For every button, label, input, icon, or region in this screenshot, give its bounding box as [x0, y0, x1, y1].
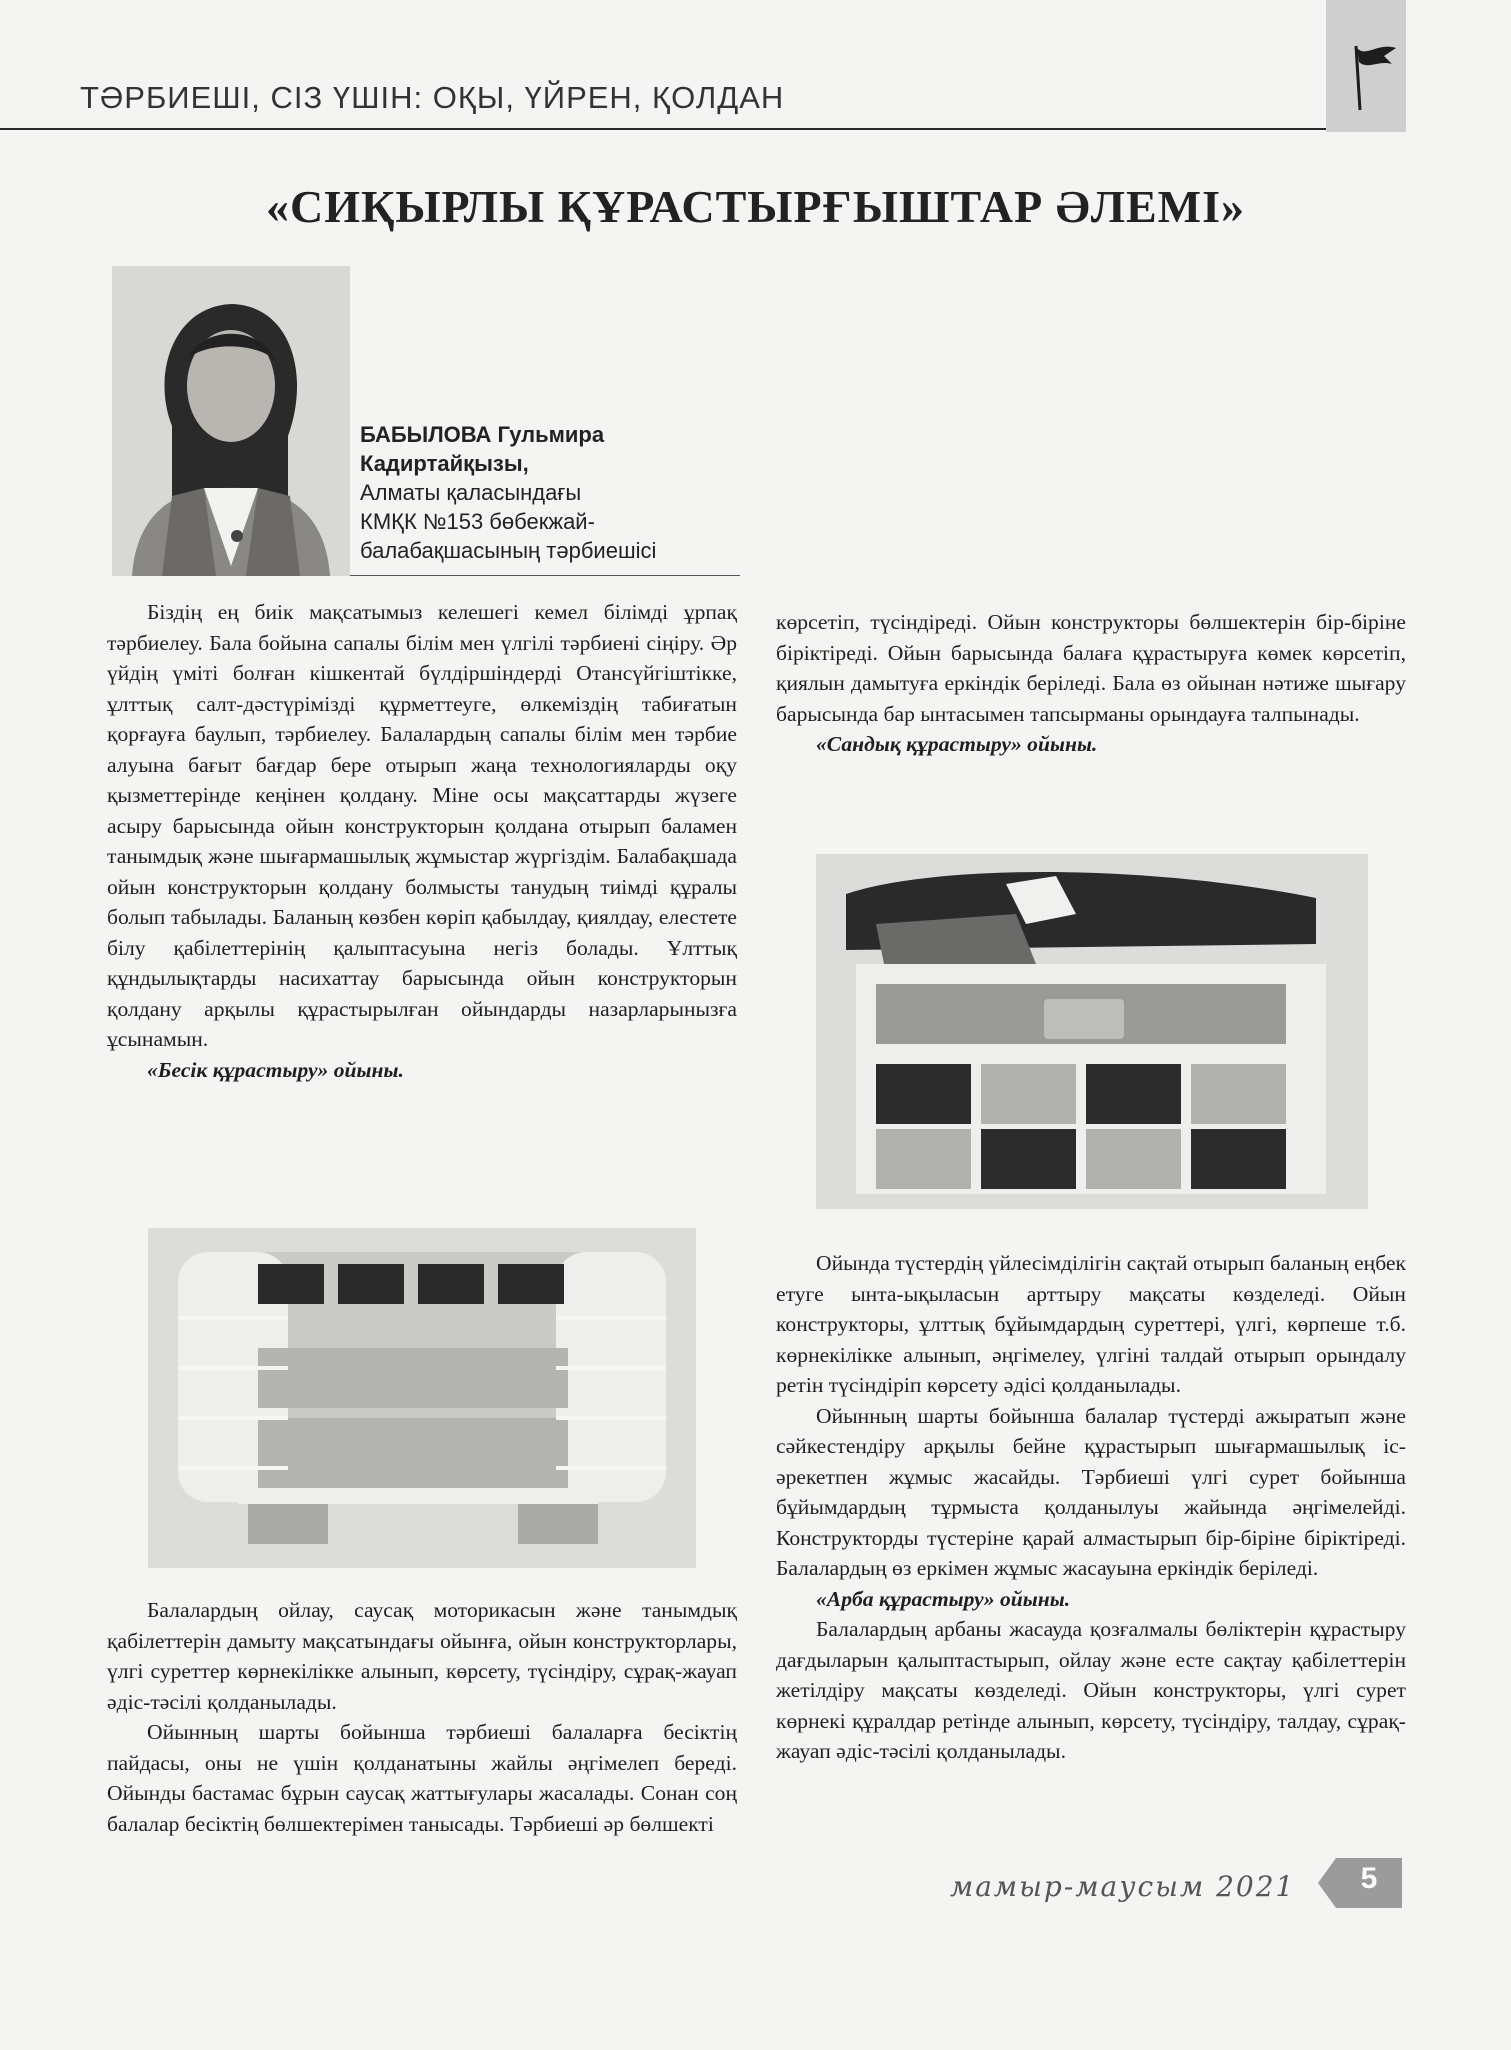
header-rule [0, 128, 1326, 130]
paragraph-6: Ойынның шарты бойынша балалар түстерді ажыратып және сәйкестендіру арқылы бейне құрастырып шығармашылық іс-әрекетпен жұмыс жасайды. Тәрбиеші үлгі сурет бойынша бұйымдардың тұрмыста қолданылуы жайында әңгімелейді. Конструкторды түстеріне қарай алмастырып бір-біріне біріктіреді. Балалардың өз еркімен жұмыс жасауына еркіндік беріледі. [776, 1403, 1406, 1580]
author-affiliation-line2: КМҚК №153 бөбекжай- [360, 509, 595, 534]
author-name-line1: БАБЫЛОВА Гульмира [360, 422, 605, 447]
paragraph-5: Ойында түстердің үйлесімділігін сақтай отырып баланың еңбек етуге ынта-ықыласын арттыру мақсаты көзделеді. Ойын конструкторы, ұлттық бұйымдардың суреттері, үлгі, көрпеше т.б. көрнекілікке алынып, әңгімелеу, үлгіні талдай отырып орындалу ретін түсіндіріп көрсету әдісі қолданылады. [776, 1251, 1406, 1397]
chest-construction-photo [816, 854, 1368, 1209]
author-affiliation-line1: Алматы қаласындағы [360, 480, 582, 505]
subheading-arba: «Арба құрастыру» ойыны. [816, 1586, 1071, 1611]
author-name-line2: Кадиртайқызы, [360, 451, 529, 476]
flag-icon [1326, 38, 1406, 118]
paragraph-3: Ойынның шарты бойынша тәрбиеші балаларға бесіктің пайдасы, оны не үшін қолданатыны жайлы әңгімелеп береді. Ойынды бастамас бұрын саусақ жаттығулары жасалады. Сонан соң балалар бесіктің бөлшектерімен танысады. Тәрбиеші әр бөлшекті [107, 1720, 737, 1836]
cradle-construction-photo [148, 1228, 696, 1568]
subheading-besik: «Бесік құрастыру» ойыны. [147, 1057, 404, 1082]
article-title: «СИҚЫРЛЫ ҚҰРАСТЫРҒЫШТАР ӘЛЕМІ» [266, 181, 1245, 232]
paragraph-7: Балалардың арбаны жасауда қозғалмалы бөліктерін құрастыру дағдыларын қалыптастырып, ойлау және есте сақтау қабілеттерін жетілдіру мақсаты көзделеді. Ойын конструкторы, үлгі сурет көрнекі құралдар ретінде алынып, көрсету, түсіндіру, талдау, сұрақ-жауап әдіс-тәсілі қолданылады. [776, 1617, 1406, 1763]
right-column-bottom [776, 1248, 1406, 1767]
right-column-top [776, 607, 1406, 760]
left-column-bottom [107, 1595, 737, 1839]
author-photo [112, 266, 350, 576]
left-column-top [107, 597, 737, 1085]
page-number-arrow [1318, 1858, 1336, 1908]
paragraph-1: Біздің ең биік мақсатымыз келешегі кемел білімді ұрпақ тәрбиелеу. Бала бойына сапалы білім мен үлгілі тәрбиені сіңіру. Әр үйдің үміті болған кішкентай бүлдіршіндерді Отансүйгіштікке, ұлттық салт-дәстүрімізді құрметтеуге, өлкеміздің табиғатын қорғауға баулып, тәрбиелеу. Балалардың сапалы білім мен тәрбие алуына бағыт бағдар бере отырып жаңа технологияларды оқу қызметтерінде кеңінен қолдану. Міне осы мақсаттарды жүзеге асыру барысында ойын конструкторын қолдана отырып баламен танымдық және шығармашылық жұмыстар жүргіздім. Балабақшада ойын конструкторын қолдану болмысты танудың тиімді құралы болып табылады. Баланың көзбен көріп қабылдау, қиялдау, елестете білу қабілеттерінің қалыптасуына негіз болады. Ұлттық құндылықтарды насихаттау барысында ойын конструкторын қолдану арқылы құрастырылған ойындарды назарларынызға ұсынамын. [107, 600, 737, 1051]
paragraph-4: көрсетіп, түсіндіреді. Ойын конструкторы бөлшектерін бір-біріне біріктіреді. Ойын барысында балаға құрастыруға көмек көрсетіп, қиялын дамытуға еркіндік беріледі. Бала өз ойынан нәтиже шығару барысында бар ынтасымен тапсырманы орындауға талпынады. [776, 610, 1406, 726]
page-number: 5 [1360, 1862, 1378, 1895]
author-rule [350, 575, 740, 576]
author-info [360, 420, 740, 565]
section-header: ТӘРБИЕШІ, СІЗ ҮШІН: ОҚЫ, ҮЙРЕН, ҚОЛДАН [80, 80, 785, 115]
author-affiliation-line3: балабақшасының тәрбиешісі [360, 538, 657, 563]
paragraph-2: Балалардың ойлау, саусақ моторикасын және танымдық қабілеттерін дамыту мақсатындағы ойынға, ойын конструкторлары, үлгі суреттер көрнекілікке алынып, көрсету, түсіндіру, сұрақ-жауап әдіс-тәсілі қолданылады. [107, 1598, 737, 1714]
issue-date: мамыр-маусым 2021 [950, 1870, 1296, 1903]
subheading-sandyk: «Сандық құрастыру» ойыны. [816, 732, 1098, 756]
